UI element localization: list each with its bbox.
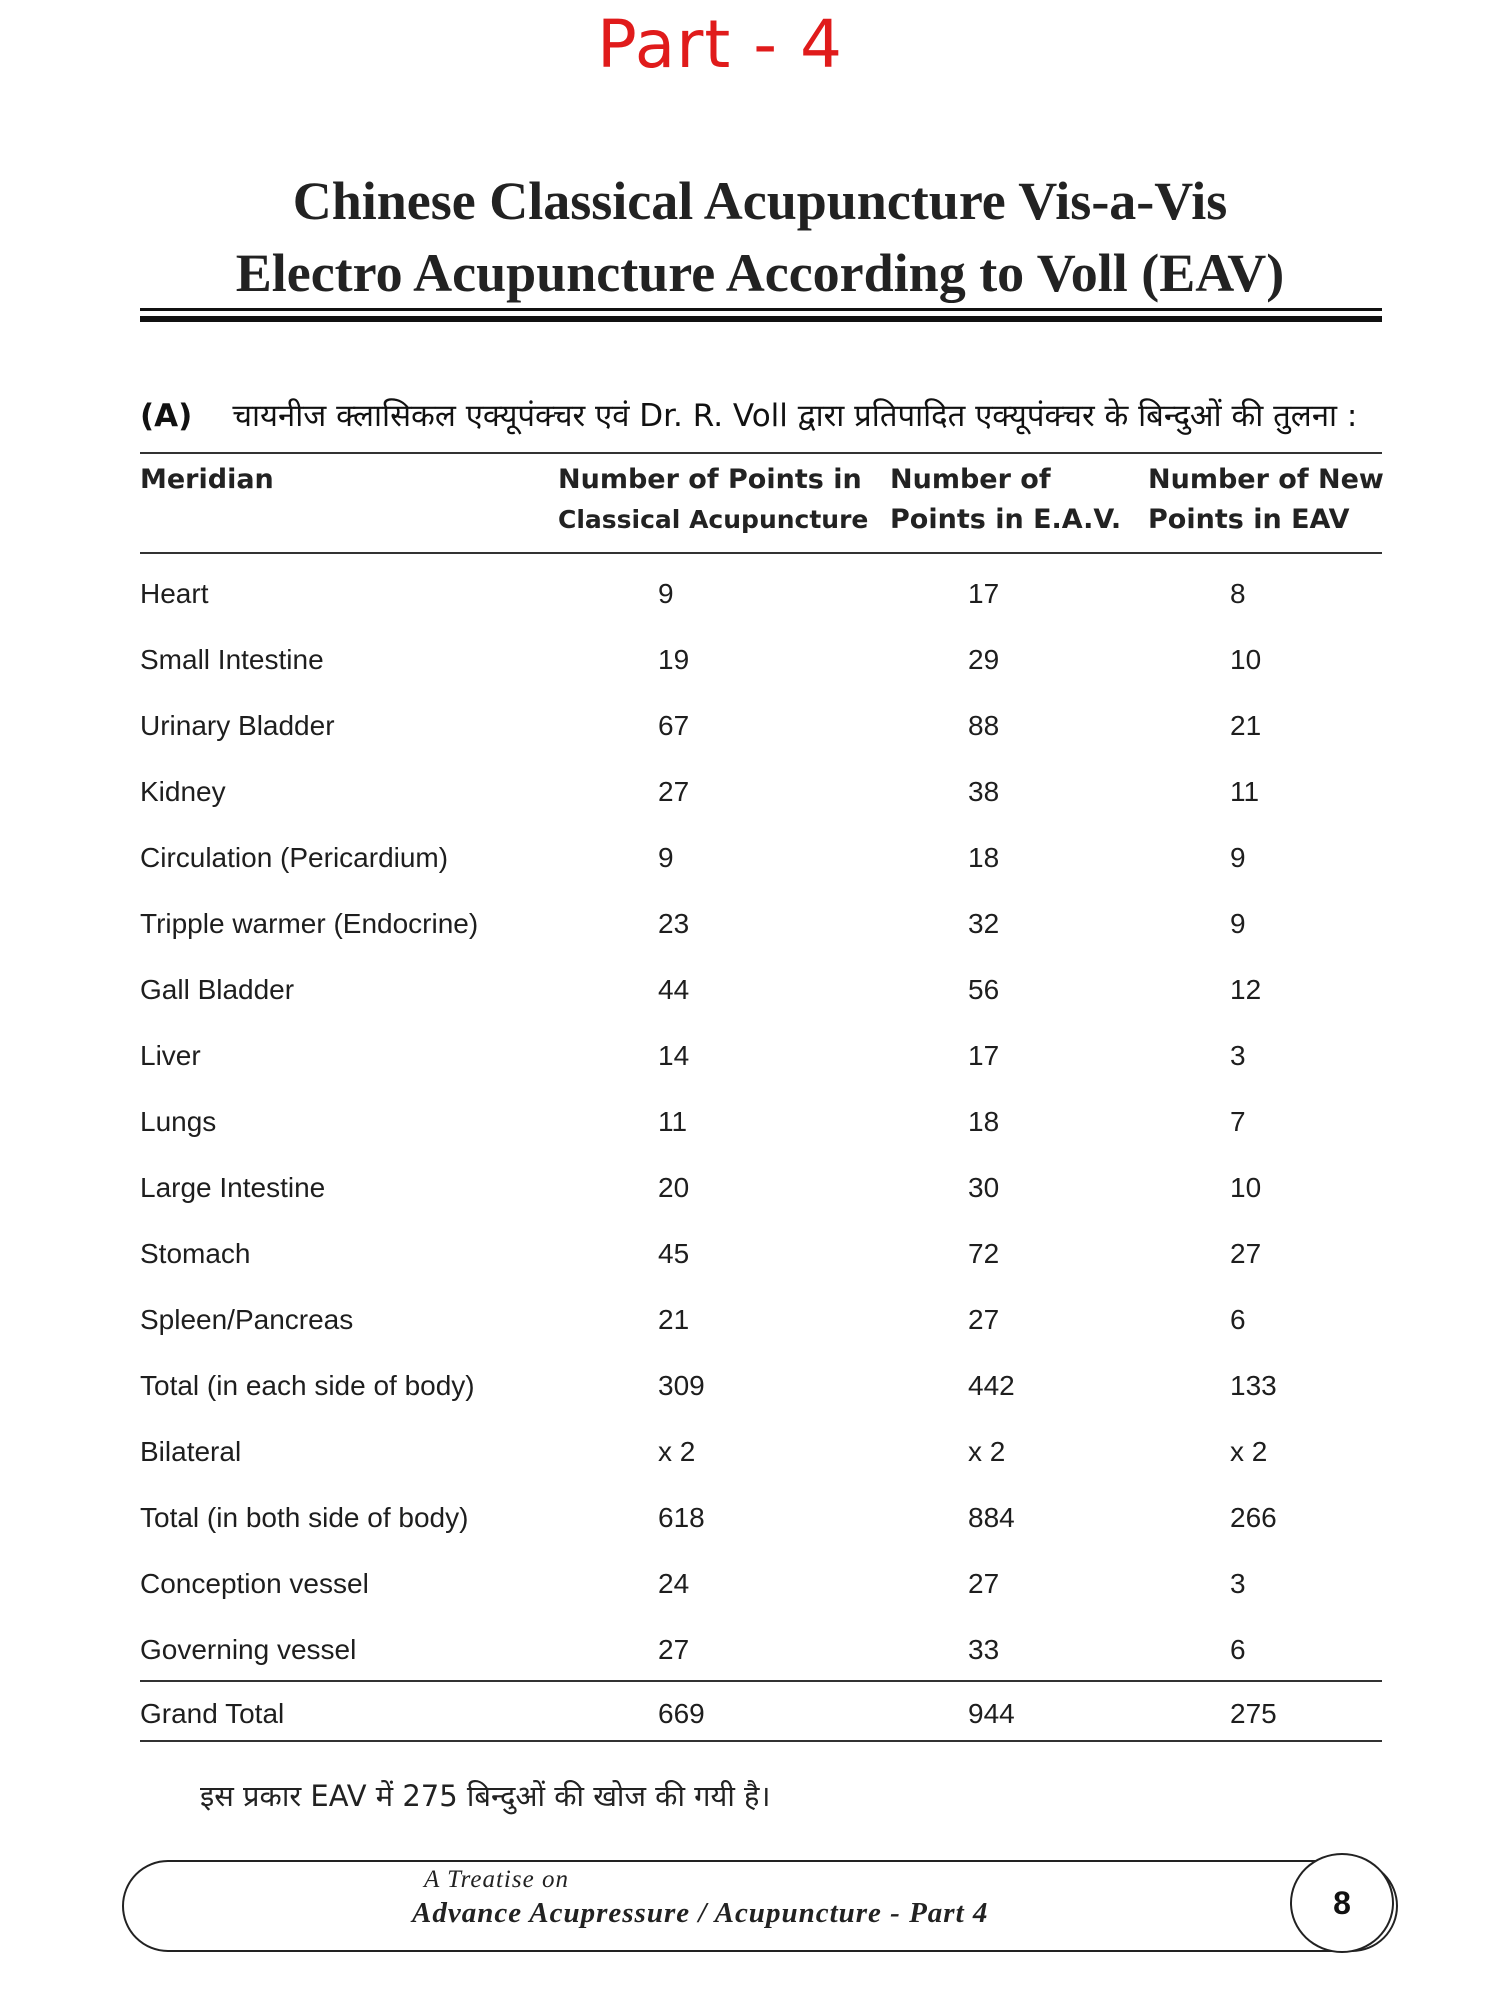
title-rule-top xyxy=(140,308,1382,311)
grand-total-label: Grand Total xyxy=(140,1698,285,1729)
table-row xyxy=(140,836,1382,880)
table-row xyxy=(140,1496,1382,1540)
eav-points-cell: 884 xyxy=(968,1502,1015,1533)
new-points-cell: 12 xyxy=(1230,974,1262,1005)
grand-total-bottom-rule xyxy=(140,1740,1382,1742)
new-points-cell: 11 xyxy=(1230,776,1260,807)
meridian-cell: Conception vessel xyxy=(140,1568,369,1599)
eav-points-cell: 27 xyxy=(968,1568,1000,1599)
classical-points-cell: x 2 xyxy=(658,1436,696,1467)
eav-points-cell: 33 xyxy=(968,1634,1000,1665)
meridian-cell: Heart xyxy=(140,578,209,609)
eav-points-cell: 17 xyxy=(968,578,1000,609)
meridian-cell: Governing vessel xyxy=(140,1634,357,1665)
classical-points-cell: 618 xyxy=(658,1502,705,1533)
eav-points-cell: 18 xyxy=(968,842,1000,873)
eav-points-cell: 38 xyxy=(968,776,1000,807)
title-rule-bottom xyxy=(140,316,1382,322)
meridian-cell: Circulation (Pericardium) xyxy=(140,842,449,873)
classical-points-cell: 9 xyxy=(658,842,674,873)
eav-points-cell: 72 xyxy=(968,1238,1000,1269)
new-points-cell: 9 xyxy=(1230,908,1246,939)
new-points-cell: 133 xyxy=(1230,1370,1277,1401)
eav-points-cell: 30 xyxy=(968,1172,1000,1203)
title-line-2: Electro Acupuncture According to Voll (EAV) xyxy=(235,243,1285,303)
grand-total-new: 275 xyxy=(1230,1698,1277,1729)
table-row xyxy=(140,1364,1382,1408)
classical-points-cell: 20 xyxy=(658,1172,690,1203)
grand-total-row xyxy=(140,1692,1382,1736)
table-top-rule xyxy=(140,452,1382,454)
meridian-cell: Small Intestine xyxy=(140,644,324,675)
new-points-cell: 9 xyxy=(1230,842,1246,873)
grand-total-top-rule xyxy=(140,1680,1382,1682)
title-line-1: Chinese Classical Acupuncture Vis-a-Vis xyxy=(292,171,1228,231)
meridian-cell: Liver xyxy=(140,1040,201,1071)
classical-points-cell: 14 xyxy=(658,1040,690,1071)
table-row xyxy=(140,704,1382,748)
classical-points-cell: 23 xyxy=(658,908,690,939)
eav-points-cell: x 2 xyxy=(968,1436,1006,1467)
table-row xyxy=(140,1628,1382,1672)
header-new-points: Number of New Points in EAV xyxy=(1148,464,1384,535)
section-heading xyxy=(140,394,1390,436)
eav-points-cell: 17 xyxy=(968,1040,1000,1071)
new-points-cell: 8 xyxy=(1230,578,1246,609)
table-row xyxy=(140,968,1382,1012)
footer-book-title: Advance Acupressure / Acupuncture - Part 4 xyxy=(412,1897,989,1929)
meridian-cell: Gall Bladder xyxy=(140,974,295,1005)
classical-points-cell: 24 xyxy=(658,1568,690,1599)
table-row xyxy=(140,572,1382,616)
classical-points-cell: 19 xyxy=(658,644,690,675)
new-points-cell: 266 xyxy=(1230,1502,1277,1533)
section-tag: (A) xyxy=(140,398,193,434)
eav-points-cell: 88 xyxy=(968,710,1000,741)
meridian-cell: Kidney xyxy=(140,776,226,807)
eav-points-cell: 27 xyxy=(968,1304,1000,1335)
section-text: चायनीज क्लासिकल एक्यूपंक्चर एवं Dr. R. Voll द्वारा प्रतिपादित एक्यूपंक्चर के बिन्दुओं की तुलना : xyxy=(232,398,1358,434)
new-points-cell: 3 xyxy=(1230,1040,1246,1071)
part-label: Part - 4 xyxy=(596,6,844,83)
meridian-cell: Stomach xyxy=(140,1238,251,1269)
new-points-cell: 21 xyxy=(1230,710,1262,741)
new-points-cell: 6 xyxy=(1230,1634,1246,1665)
classical-points-cell: 11 xyxy=(658,1106,688,1137)
header-bottom-rule xyxy=(140,552,1382,554)
eav-points-cell: 32 xyxy=(968,908,1000,939)
new-points-cell: x 2 xyxy=(1230,1436,1268,1467)
table-row xyxy=(140,1166,1382,1210)
page-title xyxy=(140,165,1380,309)
eav-points-cell: 442 xyxy=(968,1370,1015,1401)
meridian-cell: Large Intestine xyxy=(140,1172,326,1203)
footer-line-1: A Treatise on xyxy=(424,1866,569,1893)
classical-points-cell: 9 xyxy=(658,578,674,609)
summary-note: इस प्रकार EAV में 275 बिन्दुओं की खोज की गयी है। xyxy=(200,1779,771,1813)
new-points-cell: 3 xyxy=(1230,1568,1246,1599)
table-row xyxy=(140,1232,1382,1276)
eav-points-cell: 56 xyxy=(968,974,1000,1005)
classical-points-cell: 309 xyxy=(658,1370,705,1401)
table-row xyxy=(140,902,1382,946)
table-row xyxy=(140,1100,1382,1144)
classical-points-cell: 67 xyxy=(658,710,690,741)
eav-points-cell: 18 xyxy=(968,1106,1000,1137)
classical-points-cell: 21 xyxy=(658,1304,690,1335)
meridian-cell: Bilateral xyxy=(140,1436,242,1467)
meridian-cell: Total (in both side of body) xyxy=(140,1502,469,1533)
meridian-cell: Spleen/Pancreas xyxy=(140,1304,354,1335)
header-meridian: Meridian xyxy=(140,464,274,495)
table-row xyxy=(140,1430,1382,1474)
header-eav-points: Number of Points in E.A.V. xyxy=(890,464,1122,535)
new-points-cell: 6 xyxy=(1230,1304,1246,1335)
new-points-cell: 7 xyxy=(1230,1106,1246,1137)
classical-points-cell: 45 xyxy=(658,1238,690,1269)
eav-points-cell: 29 xyxy=(968,644,1000,675)
meridian-cell: Tripple warmer (Endocrine) xyxy=(140,908,479,939)
meridian-cell: Urinary Bladder xyxy=(140,710,335,741)
new-points-cell: 10 xyxy=(1230,644,1262,675)
grand-total-eav: 944 xyxy=(968,1698,1015,1729)
new-points-cell: 10 xyxy=(1230,1172,1262,1203)
table-row xyxy=(140,770,1382,814)
page-number: 8 xyxy=(1290,1853,1394,1953)
classical-points-cell: 44 xyxy=(658,974,690,1005)
header-classical-points: Number of Points in Classical Acupuncture xyxy=(558,464,869,534)
meridian-cell: Lungs xyxy=(140,1106,217,1137)
classical-points-cell: 27 xyxy=(658,1634,690,1665)
table-row xyxy=(140,1298,1382,1342)
new-points-cell: 27 xyxy=(1230,1238,1262,1269)
table-row xyxy=(140,1034,1382,1078)
classical-points-cell: 27 xyxy=(658,776,690,807)
table-row xyxy=(140,638,1382,682)
table-row xyxy=(140,1562,1382,1606)
meridian-cell: Total (in each side of body) xyxy=(140,1370,475,1401)
grand-total-classical: 669 xyxy=(658,1698,705,1729)
